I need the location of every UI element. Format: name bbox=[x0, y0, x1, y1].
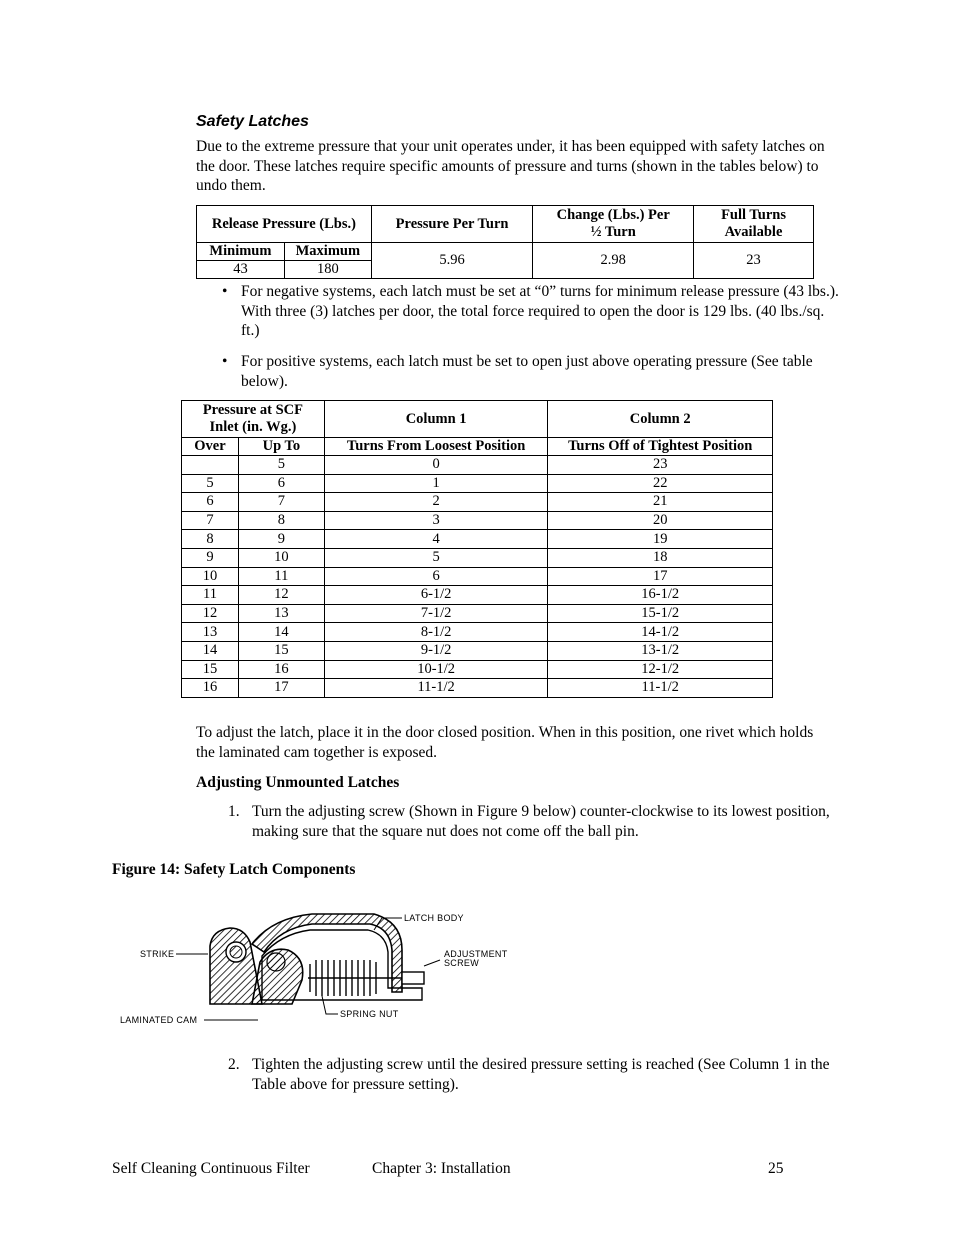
bullet-negative bbox=[222, 282, 842, 341]
cell-over: 16 bbox=[182, 679, 239, 698]
cell-loosest: 10-1/2 bbox=[324, 660, 548, 679]
step1-text: Turn the adjusting screw (Shown in Figure 9 below) counter-clockwise to its lowest position, making sure that the square nut does not come off the ball pin. bbox=[252, 803, 830, 840]
table1-header-release: Release Pressure (Lbs.) bbox=[197, 206, 372, 243]
cell-tightest: 16-1/2 bbox=[548, 586, 773, 605]
table-row bbox=[182, 641, 773, 660]
cell-upto: 10 bbox=[238, 548, 324, 567]
cell-upto: 12 bbox=[238, 586, 324, 605]
footer-title: Self Cleaning Continuous Filter bbox=[112, 1160, 310, 1177]
table-row bbox=[182, 456, 773, 475]
table1-header-change: Change (Lbs.) Per ½ Turn bbox=[533, 206, 694, 243]
cell-upto: 8 bbox=[238, 511, 324, 530]
cell-over: 15 bbox=[182, 660, 239, 679]
cell-upto: 9 bbox=[238, 530, 324, 549]
cell-tightest: 21 bbox=[548, 493, 773, 512]
release-pressure-table bbox=[196, 205, 814, 279]
table1-cell-full-turns: 23 bbox=[694, 243, 814, 279]
cell-upto: 14 bbox=[238, 623, 324, 642]
table-row bbox=[182, 511, 773, 530]
bullet-negative-text: For negative systems, each latch must be set at “0” turns for minimum release pressure (43 lbs.). With three (3) latches per door, the total force required to open the door is 129 lbs. (40 lbs./sq. ft.) bbox=[241, 283, 839, 339]
table2-subheader-tightest: Turns Off of Tightest Position bbox=[548, 438, 773, 456]
step2-number: 2. bbox=[228, 1056, 240, 1073]
bullet-dot: • bbox=[222, 283, 228, 300]
cell-upto: 16 bbox=[238, 660, 324, 679]
subheading-adjusting: Adjusting Unmounted Latches bbox=[196, 774, 400, 791]
cell-upto: 7 bbox=[238, 493, 324, 512]
cell-tightest: 13-1/2 bbox=[548, 641, 773, 660]
table1-cell-pressure-per-turn: 5.96 bbox=[371, 243, 533, 279]
safety-latch-figure bbox=[112, 900, 532, 1035]
cell-loosest: 11-1/2 bbox=[324, 679, 548, 698]
table-row bbox=[182, 679, 773, 698]
cell-over: 14 bbox=[182, 641, 239, 660]
cell-loosest: 4 bbox=[324, 530, 548, 549]
cell-upto: 13 bbox=[238, 604, 324, 623]
cell-over: 13 bbox=[182, 623, 239, 642]
table1-header-full-turns: Full Turns Available bbox=[694, 206, 814, 243]
cell-upto: 15 bbox=[238, 641, 324, 660]
table1-cell-minimum: 43 bbox=[197, 261, 285, 279]
pressure-turns-table bbox=[181, 400, 773, 698]
table2-header-pressure: Pressure at SCF Inlet (in. Wg.) bbox=[182, 401, 325, 438]
table-row bbox=[182, 474, 773, 493]
table1-header-pressure-per-turn: Pressure Per Turn bbox=[371, 206, 533, 243]
table-row bbox=[182, 493, 773, 512]
table1-subheader-maximum: Maximum bbox=[284, 243, 371, 261]
table-row bbox=[182, 660, 773, 679]
cell-loosest: 5 bbox=[324, 548, 548, 567]
cell-loosest: 2 bbox=[324, 493, 548, 512]
table-row bbox=[182, 586, 773, 605]
table-row bbox=[182, 567, 773, 586]
table2-header-column2: Column 2 bbox=[548, 401, 773, 438]
cell-over: 10 bbox=[182, 567, 239, 586]
footer-chapter: Chapter 3: Installation bbox=[372, 1160, 511, 1177]
step2-text: Tighten the adjusting screw until the desired pressure setting is reached (See Column 1 in the Table above for pressure setting). bbox=[252, 1056, 830, 1093]
table2-header-column1: Column 1 bbox=[324, 401, 548, 438]
table1-subheader-minimum: Minimum bbox=[197, 243, 285, 261]
cell-over: 6 bbox=[182, 493, 239, 512]
cell-tightest: 12-1/2 bbox=[548, 660, 773, 679]
cell-loosest: 6 bbox=[324, 567, 548, 586]
cell-upto: 11 bbox=[238, 567, 324, 586]
label-adjustment: ADJUSTMENT bbox=[444, 949, 508, 959]
cell-upto: 6 bbox=[238, 474, 324, 493]
table-row bbox=[182, 530, 773, 549]
cell-tightest: 19 bbox=[548, 530, 773, 549]
cell-loosest: 3 bbox=[324, 511, 548, 530]
cell-over: 7 bbox=[182, 511, 239, 530]
label-spring-nut: SPRING NUT bbox=[340, 1009, 399, 1019]
step1-number: 1. bbox=[228, 803, 240, 820]
table2-subheader-over: Over bbox=[182, 438, 239, 456]
cell-over bbox=[182, 456, 239, 475]
bullet-positive bbox=[222, 352, 842, 391]
cell-loosest: 9-1/2 bbox=[324, 641, 548, 660]
cell-over: 11 bbox=[182, 586, 239, 605]
cell-loosest: 8-1/2 bbox=[324, 623, 548, 642]
cell-tightest: 11-1/2 bbox=[548, 679, 773, 698]
label-strike: STRIKE bbox=[140, 949, 175, 959]
cell-tightest: 23 bbox=[548, 456, 773, 475]
cell-tightest: 15-1/2 bbox=[548, 604, 773, 623]
table-row bbox=[182, 604, 773, 623]
bullet-dot: • bbox=[222, 353, 228, 370]
cell-over: 9 bbox=[182, 548, 239, 567]
cell-loosest: 1 bbox=[324, 474, 548, 493]
table-row bbox=[182, 548, 773, 567]
intro-paragraph: Due to the extreme pressure that your unit operates under, it has been equipped with safety latches on the door. These latches require specific amounts of pressure and turns (shown in the tables below) to undo them. bbox=[196, 138, 825, 194]
figure-caption: Figure 14: Safety Latch Components bbox=[112, 861, 356, 878]
table2-subheader-loosest: Turns From Loosest Position bbox=[324, 438, 548, 456]
table1-cell-maximum: 180 bbox=[284, 261, 371, 279]
cell-tightest: 18 bbox=[548, 548, 773, 567]
label-laminated-cam: LAMINATED CAM bbox=[120, 1015, 198, 1025]
cell-over: 12 bbox=[182, 604, 239, 623]
cell-loosest: 0 bbox=[324, 456, 548, 475]
cell-over: 5 bbox=[182, 474, 239, 493]
cell-tightest: 17 bbox=[548, 567, 773, 586]
table-row bbox=[182, 623, 773, 642]
label-latch-body: LATCH BODY bbox=[404, 913, 464, 923]
cell-tightest: 22 bbox=[548, 474, 773, 493]
cell-loosest: 7-1/2 bbox=[324, 604, 548, 623]
cell-over: 8 bbox=[182, 530, 239, 549]
bullet-positive-text: For positive systems, each latch must be set to open just above operating pressure (See table below). bbox=[241, 353, 813, 390]
cell-tightest: 20 bbox=[548, 511, 773, 530]
adjust-paragraph: To adjust the latch, place it in the door closed position. When in this position, one rivet which holds the laminated cam together is exposed. bbox=[196, 724, 814, 761]
cell-upto: 17 bbox=[238, 679, 324, 698]
cell-tightest: 14-1/2 bbox=[548, 623, 773, 642]
page-number: 25 bbox=[768, 1160, 784, 1177]
table1-cell-change: 2.98 bbox=[533, 243, 694, 279]
section-heading: Safety Latches bbox=[196, 113, 309, 130]
cell-loosest: 6-1/2 bbox=[324, 586, 548, 605]
table2-subheader-upto: Up To bbox=[238, 438, 324, 456]
cell-upto: 5 bbox=[238, 456, 324, 475]
label-screw: SCREW bbox=[444, 958, 479, 968]
